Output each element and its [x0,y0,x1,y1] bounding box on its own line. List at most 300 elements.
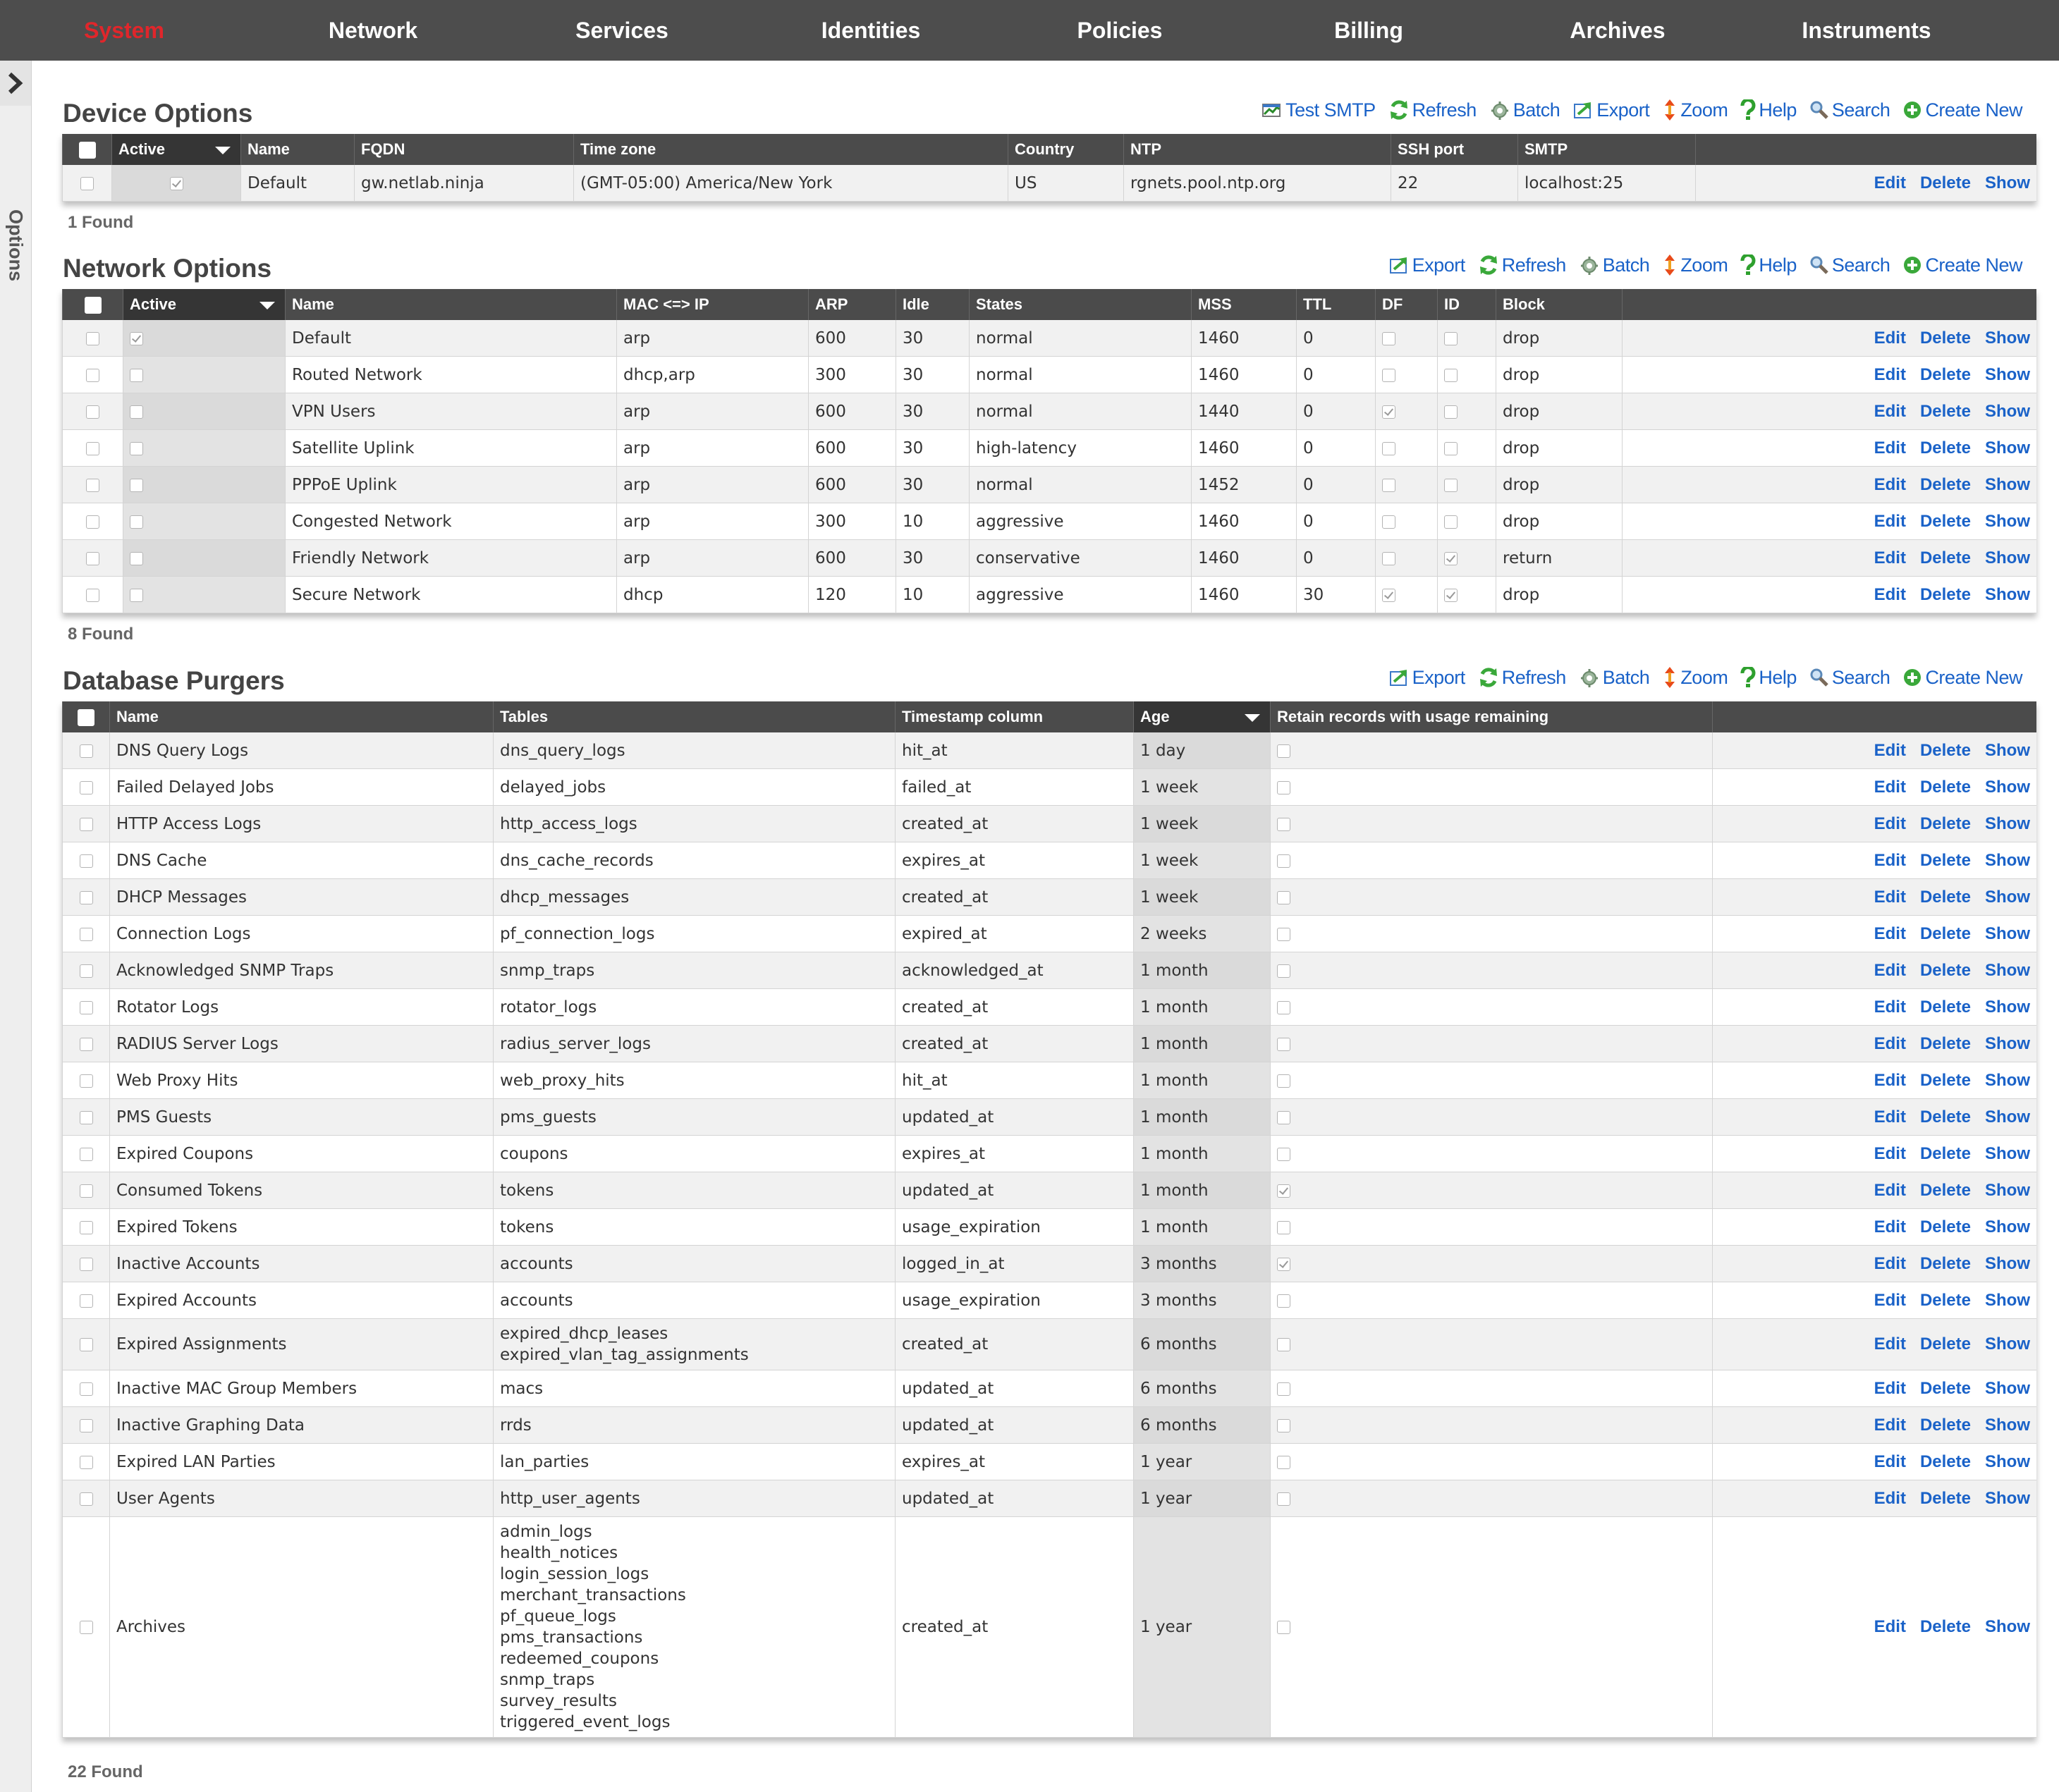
help-button[interactable] [1740,254,1797,276]
show-link[interactable]: Show [1985,960,2030,980]
delete-link[interactable]: Delete [1919,511,1971,531]
table-row[interactable] [63,1444,2037,1480]
column-header-retain[interactable]: Retain records with usage remaining [1271,701,1713,732]
column-header-ttl[interactable]: TTL [1297,289,1376,320]
row-select-checkbox[interactable] [80,781,93,794]
create-new-button[interactable] [1902,99,2022,121]
active-checkbox[interactable] [130,515,143,529]
zoom-button[interactable] [1662,254,1728,276]
delete-link[interactable]: Delete [1919,474,1971,494]
edit-link[interactable]: Edit [1874,584,1906,604]
column-header-name[interactable]: Name [110,701,494,732]
row-select-cell[interactable] [63,430,123,467]
delete-link[interactable]: Delete [1919,1070,1971,1090]
row-select-cell[interactable] [63,1136,110,1172]
active-checkbox[interactable] [130,405,143,419]
delete-link[interactable]: Delete [1919,850,1971,870]
df-checkbox[interactable] [1382,442,1395,455]
retain-checkbox[interactable] [1277,1074,1290,1088]
delete-link[interactable]: Delete [1919,1180,1971,1200]
show-link[interactable]: Show [1985,887,2030,907]
row-select-cell[interactable] [63,503,123,540]
delete-link[interactable]: Delete [1919,1217,1971,1236]
df-checkbox[interactable] [1382,369,1395,382]
row-select-checkbox[interactable] [80,1221,93,1234]
df-checkbox[interactable] [1382,515,1395,529]
table-row[interactable] [63,842,2037,879]
edit-link[interactable]: Edit [1874,1253,1906,1273]
edit-link[interactable]: Edit [1874,923,1906,943]
row-select-cell[interactable] [63,1517,110,1738]
column-header-id[interactable]: ID [1438,289,1496,320]
delete-link[interactable]: Delete [1919,887,1971,907]
column-header-age[interactable]: Age [1134,701,1271,732]
column-header-timezone[interactable]: Time zone [574,134,1008,165]
show-link[interactable]: Show [1985,364,2030,384]
delete-link[interactable]: Delete [1919,777,1971,797]
row-select-cell[interactable] [63,393,123,430]
search-button[interactable] [1809,99,1890,121]
row-select-checkbox[interactable] [80,744,93,758]
id-checkbox[interactable] [1444,332,1458,345]
id-checkbox[interactable] [1444,589,1458,602]
column-header-mac-ip[interactable]: MAC <=> IP [617,289,809,320]
show-link[interactable]: Show [1985,548,2030,567]
row-select-checkbox[interactable] [80,1492,93,1506]
retain-checkbox[interactable] [1277,1382,1290,1396]
nav-item-network[interactable]: Network [328,18,418,43]
retain-checkbox[interactable] [1277,854,1290,868]
edit-link[interactable]: Edit [1874,173,1906,192]
sidebar-toggle[interactable] [0,61,31,106]
row-select-cell[interactable] [63,577,123,613]
column-header-block[interactable]: Block [1496,289,1623,320]
row-select-cell[interactable] [63,842,110,879]
row-select-cell[interactable] [63,165,112,202]
show-link[interactable]: Show [1985,511,2030,531]
show-link[interactable]: Show [1985,1378,2030,1398]
select-all-checkbox[interactable] [63,134,112,165]
row-select-cell[interactable] [63,879,110,916]
edit-link[interactable]: Edit [1874,777,1906,797]
retain-checkbox[interactable] [1277,1148,1290,1161]
row-select-checkbox[interactable] [86,515,99,529]
row-select-cell[interactable] [63,1209,110,1246]
mac-ip-cell: arp [617,540,809,577]
delete-link[interactable]: Delete [1919,1378,1971,1398]
row-select-cell[interactable] [63,540,123,577]
edit-link[interactable]: Edit [1874,1033,1906,1053]
ttl-cell: 0 [1297,467,1376,503]
delete-link[interactable]: Delete [1919,1107,1971,1127]
column-header-idle[interactable]: Idle [896,289,970,320]
row-select-checkbox[interactable] [80,928,93,941]
show-link[interactable]: Show [1985,814,2030,833]
retain-checkbox[interactable] [1277,1038,1290,1051]
show-link[interactable]: Show [1985,1143,2030,1163]
show-link[interactable]: Show [1985,1290,2030,1310]
delete-link[interactable]: Delete [1919,814,1971,833]
delete-link[interactable]: Delete [1919,1143,1971,1163]
show-link[interactable]: Show [1985,1617,2030,1636]
row-select-cell[interactable] [63,467,123,503]
retain-checkbox[interactable] [1277,1001,1290,1014]
show-link[interactable]: Show [1985,777,2030,797]
nav-item-archives[interactable]: Archives [1570,18,1666,43]
retain-checkbox[interactable] [1277,818,1290,831]
edit-link[interactable]: Edit [1874,1617,1906,1636]
edit-link[interactable]: Edit [1874,1334,1906,1354]
active-checkbox[interactable] [130,369,143,382]
retain-checkbox[interactable] [1277,1111,1290,1124]
row-select-cell[interactable] [63,916,110,952]
retain-checkbox[interactable] [1277,964,1290,978]
show-link[interactable]: Show [1985,1217,2030,1236]
delete-link[interactable]: Delete [1919,438,1971,458]
active-checkbox[interactable] [130,552,143,565]
column-header-mss[interactable]: MSS [1192,289,1297,320]
row-select-checkbox[interactable] [86,369,99,382]
test-smtp-button[interactable] [1261,99,1376,121]
id-checkbox[interactable] [1444,552,1458,565]
delete-link[interactable]: Delete [1919,401,1971,421]
row-select-checkbox[interactable] [80,1258,93,1271]
name-cell: DNS Query Logs [110,732,494,769]
table-row[interactable] [63,1517,2037,1738]
row-select-cell[interactable] [63,1246,110,1282]
row-select-cell[interactable] [63,952,110,989]
delete-link[interactable]: Delete [1919,1488,1971,1508]
edit-link[interactable]: Edit [1874,328,1906,348]
row-select-cell[interactable] [63,1444,110,1480]
show-link[interactable]: Show [1985,1415,2030,1435]
edit-link[interactable]: Edit [1874,1217,1906,1236]
show-link[interactable]: Show [1985,1107,2030,1127]
select-all-checkbox[interactable] [63,289,123,320]
retain-checkbox[interactable] [1277,1492,1290,1506]
edit-link[interactable]: Edit [1874,887,1906,907]
row-select-checkbox[interactable] [86,405,99,419]
delete-link[interactable]: Delete [1919,173,1971,192]
refresh-button[interactable] [1478,254,1566,276]
row-select-cell[interactable] [63,769,110,806]
column-header-timestamp[interactable]: Timestamp column [896,701,1134,732]
show-link[interactable]: Show [1985,1488,2030,1508]
zoom-button[interactable] [1662,666,1728,689]
table-row[interactable] [63,1136,2037,1172]
nav-item-billing[interactable]: Billing [1334,18,1403,43]
table-row[interactable] [63,165,2037,202]
edit-link[interactable]: Edit [1874,1488,1906,1508]
row-select-checkbox[interactable] [80,1621,93,1634]
table-row[interactable] [63,1209,2037,1246]
table-row[interactable] [63,769,2037,806]
table-row[interactable] [63,1407,2037,1444]
edit-link[interactable]: Edit [1874,1180,1906,1200]
delete-link[interactable]: Delete [1919,960,1971,980]
column-header-ntp[interactable]: NTP [1124,134,1391,165]
edit-link[interactable]: Edit [1874,1070,1906,1090]
network-options-toolbar [1388,254,2022,276]
active-checkbox[interactable] [130,589,143,602]
row-select-checkbox[interactable] [86,589,99,602]
df-checkbox[interactable] [1382,479,1395,492]
table-row[interactable] [63,732,2037,769]
id-checkbox[interactable] [1444,479,1458,492]
row-select-checkbox[interactable] [86,479,99,492]
edit-link[interactable]: Edit [1874,850,1906,870]
row-select-checkbox[interactable] [80,964,93,978]
refresh-button[interactable] [1478,667,1566,689]
table-row[interactable] [63,1172,2037,1209]
row-select-checkbox[interactable] [80,1419,93,1432]
edit-link[interactable]: Edit [1874,740,1906,760]
show-link[interactable]: Show [1985,1070,2030,1090]
column-header-fqdn[interactable]: FQDN [355,134,574,165]
delete-link[interactable]: Delete [1919,997,1971,1017]
edit-link[interactable]: Edit [1874,1290,1906,1310]
idle-cell: 10 [896,577,970,613]
edit-link[interactable]: Edit [1874,548,1906,567]
row-select-checkbox[interactable] [80,1184,93,1198]
row-select-cell[interactable] [63,1026,110,1062]
show-link[interactable]: Show [1985,438,2030,458]
table-row[interactable] [63,320,2037,357]
retain-checkbox[interactable] [1277,744,1290,758]
name-cell: Secure Network [286,577,617,613]
table-row[interactable] [63,952,2037,989]
show-link[interactable]: Show [1985,850,2030,870]
table-row[interactable] [63,879,2037,916]
column-header-active[interactable]: Active [123,289,286,320]
show-link[interactable]: Show [1985,1452,2030,1471]
row-select-checkbox[interactable] [80,818,93,831]
help-icon [1740,254,1756,276]
retain-checkbox[interactable] [1277,1621,1290,1634]
show-link[interactable]: Show [1985,740,2030,760]
row-select-cell[interactable] [63,1480,110,1517]
delete-link[interactable]: Delete [1919,364,1971,384]
table-row[interactable] [63,989,2037,1026]
table-row[interactable] [63,577,2037,613]
edit-link[interactable]: Edit [1874,1107,1906,1127]
retain-checkbox[interactable] [1277,1456,1290,1469]
row-select-checkbox[interactable] [80,177,94,190]
table-row[interactable] [63,357,2037,393]
show-link[interactable]: Show [1985,401,2030,421]
create-new-button[interactable] [1902,254,2022,276]
edit-link[interactable]: Edit [1874,997,1906,1017]
edit-link[interactable]: Edit [1874,438,1906,458]
table-row[interactable] [63,1282,2037,1319]
help-button[interactable] [1740,667,1797,689]
delete-link[interactable]: Delete [1919,740,1971,760]
row-select-checkbox[interactable] [80,1001,93,1014]
retain-checkbox[interactable] [1277,1338,1290,1351]
table-row[interactable] [63,806,2037,842]
row-select-checkbox[interactable] [80,1074,93,1088]
retain-checkbox[interactable] [1277,1221,1290,1234]
delete-link[interactable]: Delete [1919,1334,1971,1354]
edit-link[interactable]: Edit [1874,960,1906,980]
retain-checkbox[interactable] [1277,1294,1290,1308]
table-row[interactable] [63,503,2037,540]
table-row[interactable] [63,1062,2037,1099]
show-link[interactable]: Show [1985,1253,2030,1273]
table-row[interactable] [63,393,2037,430]
table-row[interactable] [63,1370,2037,1407]
export-button[interactable] [1388,254,1465,276]
zoom-button[interactable] [1662,99,1728,121]
help-button[interactable] [1740,99,1797,121]
row-select-checkbox[interactable] [80,854,93,868]
edit-link[interactable]: Edit [1874,364,1906,384]
export-button[interactable] [1388,667,1465,689]
id-checkbox[interactable] [1444,442,1458,455]
row-select-cell[interactable] [63,989,110,1026]
row-select-checkbox[interactable] [86,442,99,455]
row-select-cell[interactable] [63,1172,110,1209]
delete-link[interactable]: Delete [1919,1253,1971,1273]
active-checkbox[interactable] [130,442,143,455]
table-row[interactable] [63,540,2037,577]
row-select-cell[interactable] [63,1062,110,1099]
column-header-arp[interactable]: ARP [809,289,896,320]
select-all-checkbox[interactable] [63,701,110,732]
retain-checkbox[interactable] [1277,1258,1290,1271]
show-link[interactable]: Show [1985,1334,2030,1354]
edit-link[interactable]: Edit [1874,474,1906,494]
table-row[interactable] [63,1099,2037,1136]
table-row[interactable] [63,1026,2037,1062]
table-row[interactable] [63,1319,2037,1370]
table-row[interactable] [63,467,2037,503]
row-select-cell[interactable] [63,806,110,842]
batch-button[interactable] [1489,99,1560,121]
retain-checkbox[interactable] [1277,1184,1290,1198]
retain-checkbox[interactable] [1277,928,1290,941]
delete-link[interactable]: Delete [1919,1415,1971,1435]
delete-link[interactable]: Delete [1919,1617,1971,1636]
show-link[interactable]: Show [1985,1180,2030,1200]
delete-link[interactable]: Delete [1919,328,1971,348]
delete-link[interactable]: Delete [1919,548,1971,567]
df-checkbox[interactable] [1382,552,1395,565]
sidebar-label[interactable]: Options [5,209,27,281]
table-row[interactable] [63,916,2037,952]
df-checkbox[interactable] [1382,405,1395,419]
edit-link[interactable]: Edit [1874,401,1906,421]
id-checkbox[interactable] [1444,515,1458,529]
delete-link[interactable]: Delete [1919,1290,1971,1310]
id-checkbox[interactable] [1444,405,1458,419]
id-checkbox[interactable] [1444,369,1458,382]
retain-checkbox[interactable] [1277,1419,1290,1432]
show-link[interactable]: Show [1985,1033,2030,1053]
row-select-cell[interactable] [63,732,110,769]
retain-checkbox[interactable] [1277,781,1290,794]
nav-item-instruments[interactable]: Instruments [1802,18,1931,43]
create-new-button[interactable] [1902,667,2022,689]
column-header-ssh-port[interactable]: SSH port [1391,134,1518,165]
table-row[interactable] [63,1246,2037,1282]
row-select-cell[interactable] [63,357,123,393]
show-link[interactable]: Show [1985,173,2030,192]
edit-link[interactable]: Edit [1874,1415,1906,1435]
active-checkbox[interactable] [130,332,143,345]
delete-link[interactable]: Delete [1919,1033,1971,1053]
delete-link[interactable]: Delete [1919,923,1971,943]
edit-link[interactable]: Edit [1874,511,1906,531]
row-select-checkbox[interactable] [80,1111,93,1124]
show-link[interactable]: Show [1985,923,2030,943]
row-select-checkbox[interactable] [80,1456,93,1469]
show-link[interactable]: Show [1985,474,2030,494]
edit-link[interactable]: Edit [1874,1378,1906,1398]
nav-item-services[interactable]: Services [575,18,668,43]
row-select-cell[interactable] [63,1370,110,1407]
nav-item-identities[interactable]: Identities [821,18,921,43]
row-select-cell[interactable] [63,1319,110,1370]
search-button[interactable] [1809,667,1890,689]
active-checkbox[interactable] [130,479,143,492]
column-header-tables[interactable]: Tables [494,701,896,732]
row-select-checkbox[interactable] [80,1338,93,1351]
nav-item-system[interactable]: System [84,18,164,43]
row-select-checkbox[interactable] [80,1038,93,1051]
column-header-states[interactable]: States [970,289,1192,320]
row-select-checkbox[interactable] [86,332,99,345]
row-select-cell[interactable] [63,1099,110,1136]
row-select-cell[interactable] [63,1407,110,1444]
show-link[interactable]: Show [1985,997,2030,1017]
column-header-name[interactable]: Name [286,289,617,320]
row-select-checkbox[interactable] [80,891,93,904]
row-select-cell[interactable] [63,320,123,357]
column-header-name[interactable]: Name [241,134,355,165]
batch-button[interactable] [1579,254,1650,276]
row-select-checkbox[interactable] [80,1294,93,1308]
table-row[interactable] [63,430,2037,467]
table-row[interactable] [63,1480,2037,1517]
name-cell: Inactive Accounts [110,1246,494,1282]
batch-button[interactable] [1579,667,1650,689]
row-select-checkbox[interactable] [80,1148,93,1161]
column-header-smtp[interactable]: SMTP [1518,134,1696,165]
df-checkbox[interactable] [1382,589,1395,602]
show-link[interactable]: Show [1985,584,2030,604]
edit-link[interactable]: Edit [1874,1452,1906,1471]
retain-checkbox[interactable] [1277,891,1290,904]
row-select-cell[interactable] [63,1282,110,1319]
refresh-button[interactable] [1388,99,1477,121]
delete-link[interactable]: Delete [1919,1452,1971,1471]
export-button[interactable] [1572,99,1649,121]
show-link[interactable]: Show [1985,328,2030,348]
edit-link[interactable]: Edit [1874,1143,1906,1163]
active-checkbox[interactable] [170,177,183,190]
column-header-country[interactable]: Country [1008,134,1124,165]
delete-link[interactable]: Delete [1919,584,1971,604]
row-select-checkbox[interactable] [86,552,99,565]
edit-link[interactable]: Edit [1874,814,1906,833]
column-header-active[interactable]: Active [112,134,241,165]
search-button[interactable] [1809,254,1890,276]
row-select-checkbox[interactable] [80,1382,93,1396]
df-checkbox[interactable] [1382,332,1395,345]
column-header-df[interactable]: DF [1376,289,1438,320]
nav-item-policies[interactable]: Policies [1077,18,1163,43]
